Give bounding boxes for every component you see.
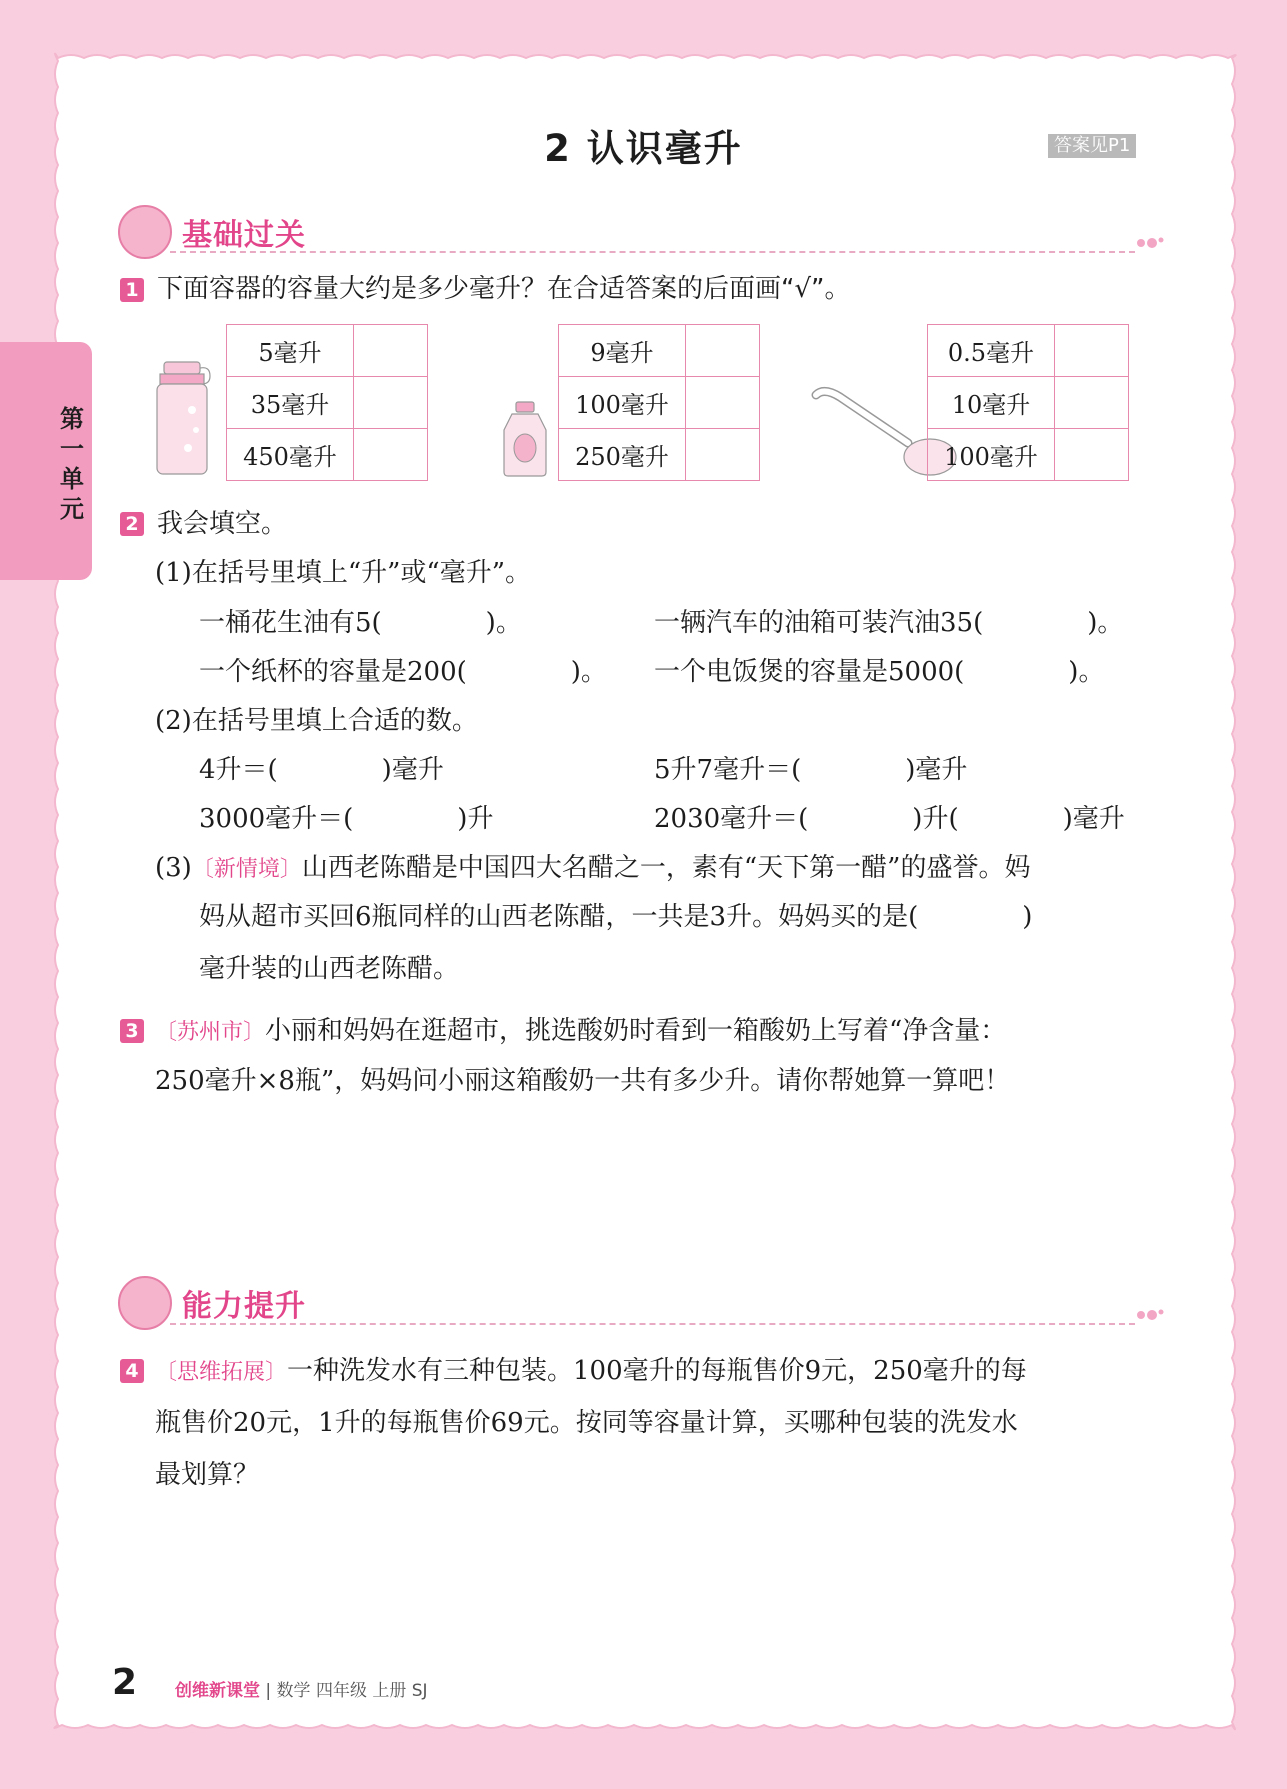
option-row	[559, 377, 760, 429]
cartoon-girl-icon	[118, 205, 172, 259]
section-divider	[170, 1323, 1135, 1325]
q2-part2-item-d: 2030毫升＝( )升( )毫升	[654, 804, 1125, 834]
q2-part2-item-a: 4升＝( )毫升	[199, 755, 444, 785]
question-number-1: 1	[120, 278, 144, 302]
new-context-tag: 〔新情境〕	[191, 857, 302, 882]
question-2-title: 我会填空。	[157, 509, 288, 539]
answer-checkbox-cell[interactable]	[1055, 429, 1129, 481]
page-title: 2 认识毫升	[544, 127, 743, 170]
q2-part3-line-1	[155, 851, 1030, 887]
answer-checkbox-cell[interactable]	[354, 377, 428, 429]
option-label: 10毫升	[928, 377, 1055, 429]
answer-checkbox-cell[interactable]	[1055, 325, 1129, 377]
option-label: 0.5毫升	[928, 325, 1055, 377]
answer-checkbox-cell[interactable]	[686, 325, 760, 377]
q2-part3-number: (3)	[155, 853, 192, 883]
option-label: 35毫升	[227, 377, 354, 429]
question-1-text: 下面容器的容量大约是多少毫升？在合适答案的后面画“√”。	[157, 274, 851, 304]
answer-checkbox-cell[interactable]	[686, 429, 760, 481]
q2-part2-item-c: 3000毫升＝( )升	[199, 804, 494, 834]
footer-brand: 创维新课堂	[175, 1681, 260, 1701]
section-heading-basic: 基础过关	[182, 218, 306, 253]
option-label: 9毫升	[559, 325, 686, 377]
footer-book-info	[175, 1676, 428, 1701]
unit-side-tab-label	[52, 404, 92, 524]
question-number-2: 2	[120, 512, 144, 536]
small-bottle-icon	[500, 400, 550, 478]
question-number-4: 4	[120, 1359, 144, 1383]
question-4-line-3: 最划算？	[155, 1460, 260, 1490]
question-3-line-2: 250毫升×8瓶”，妈妈问小丽这箱酸奶一共有多少升。请你帮她算一算吧！	[155, 1066, 1011, 1096]
option-label: 5毫升	[227, 325, 354, 377]
option-row	[559, 429, 760, 481]
option-label: 250毫升	[559, 429, 686, 481]
option-row	[928, 429, 1129, 481]
water-bottle-icon	[152, 360, 214, 478]
unit-side-tab-char: 元	[60, 495, 84, 523]
option-table-1	[226, 324, 428, 481]
section-divider	[170, 251, 1135, 253]
section-heading-advanced: 能力提升	[182, 1289, 306, 1324]
decorative-dots-icon	[1135, 236, 1165, 250]
unit-side-tab-char: 第	[60, 405, 84, 433]
question-4-line-2: 瓶售价20元，1升的每瓶售价69元。按同等容量计算，买哪种包装的洗发水	[155, 1408, 1018, 1438]
question-3-text-1: 小丽和妈妈在逛超市，挑选酸奶时看到一箱酸奶上写着“净含量：	[265, 1016, 1007, 1046]
decorative-dots-icon	[1135, 1308, 1165, 1322]
q2-part1-title: (1)在括号里填上“升”或“毫升”。	[155, 558, 531, 588]
option-row	[928, 325, 1129, 377]
answer-reference-badge: 答案见P1	[1048, 134, 1136, 158]
answer-checkbox-cell[interactable]	[354, 429, 428, 481]
unit-side-tab-char: 一	[60, 435, 84, 463]
option-row	[227, 429, 428, 481]
page-number: 2	[112, 1662, 138, 1703]
q2-part3-line-2: 妈从超市买回6瓶同样的山西老陈醋，一共是3升。妈妈买的是( )	[199, 902, 1033, 932]
option-row	[559, 325, 760, 377]
cartoon-monkey-icon	[118, 1276, 172, 1330]
unit-side-tab-char: 单	[60, 465, 84, 493]
q2-part1-item-d: 一个电饭煲的容量是5000( )。	[654, 657, 1105, 687]
q2-part2-item-b: 5升7毫升＝( )毫升	[654, 755, 968, 785]
q2-part2-title: (2)在括号里填上合适的数。	[155, 706, 478, 736]
suzhou-tag: 〔苏州市〕	[155, 1020, 266, 1045]
q2-part3-text-1: 山西老陈醋是中国四大名醋之一，素有“天下第一醋”的盛誉。妈	[301, 853, 1031, 883]
option-label: 100毫升	[928, 429, 1055, 481]
answer-checkbox-cell[interactable]	[1055, 377, 1129, 429]
option-table-2	[558, 324, 760, 481]
option-row	[928, 377, 1129, 429]
question-3-line-1	[155, 1014, 1006, 1050]
option-label: 450毫升	[227, 429, 354, 481]
thinking-extension-tag: 〔思维拓展〕	[155, 1360, 288, 1385]
option-row	[227, 377, 428, 429]
option-label: 100毫升	[559, 377, 686, 429]
footer-separator: |	[260, 1681, 277, 1701]
answer-checkbox-cell[interactable]	[686, 377, 760, 429]
question-4-text-1: 一种洗发水有三种包装。100毫升的每瓶售价9元，250毫升的每	[287, 1356, 1027, 1386]
q2-part1-item-a: 一桶花生油有5( )。	[199, 608, 522, 638]
footer-subtitle: 数学 四年级 上册 SJ	[276, 1681, 428, 1701]
option-row	[227, 325, 428, 377]
question-number-3: 3	[120, 1019, 144, 1043]
q2-part1-item-b: 一辆汽车的油箱可装汽油35( )。	[654, 608, 1124, 638]
answer-checkbox-cell[interactable]	[354, 325, 428, 377]
option-table-3	[927, 324, 1129, 481]
q2-part1-item-c: 一个纸杯的容量是200( )。	[199, 657, 607, 687]
q2-part3-line-3: 毫升装的山西老陈醋。	[199, 954, 460, 984]
question-4-line-1	[155, 1354, 1027, 1390]
